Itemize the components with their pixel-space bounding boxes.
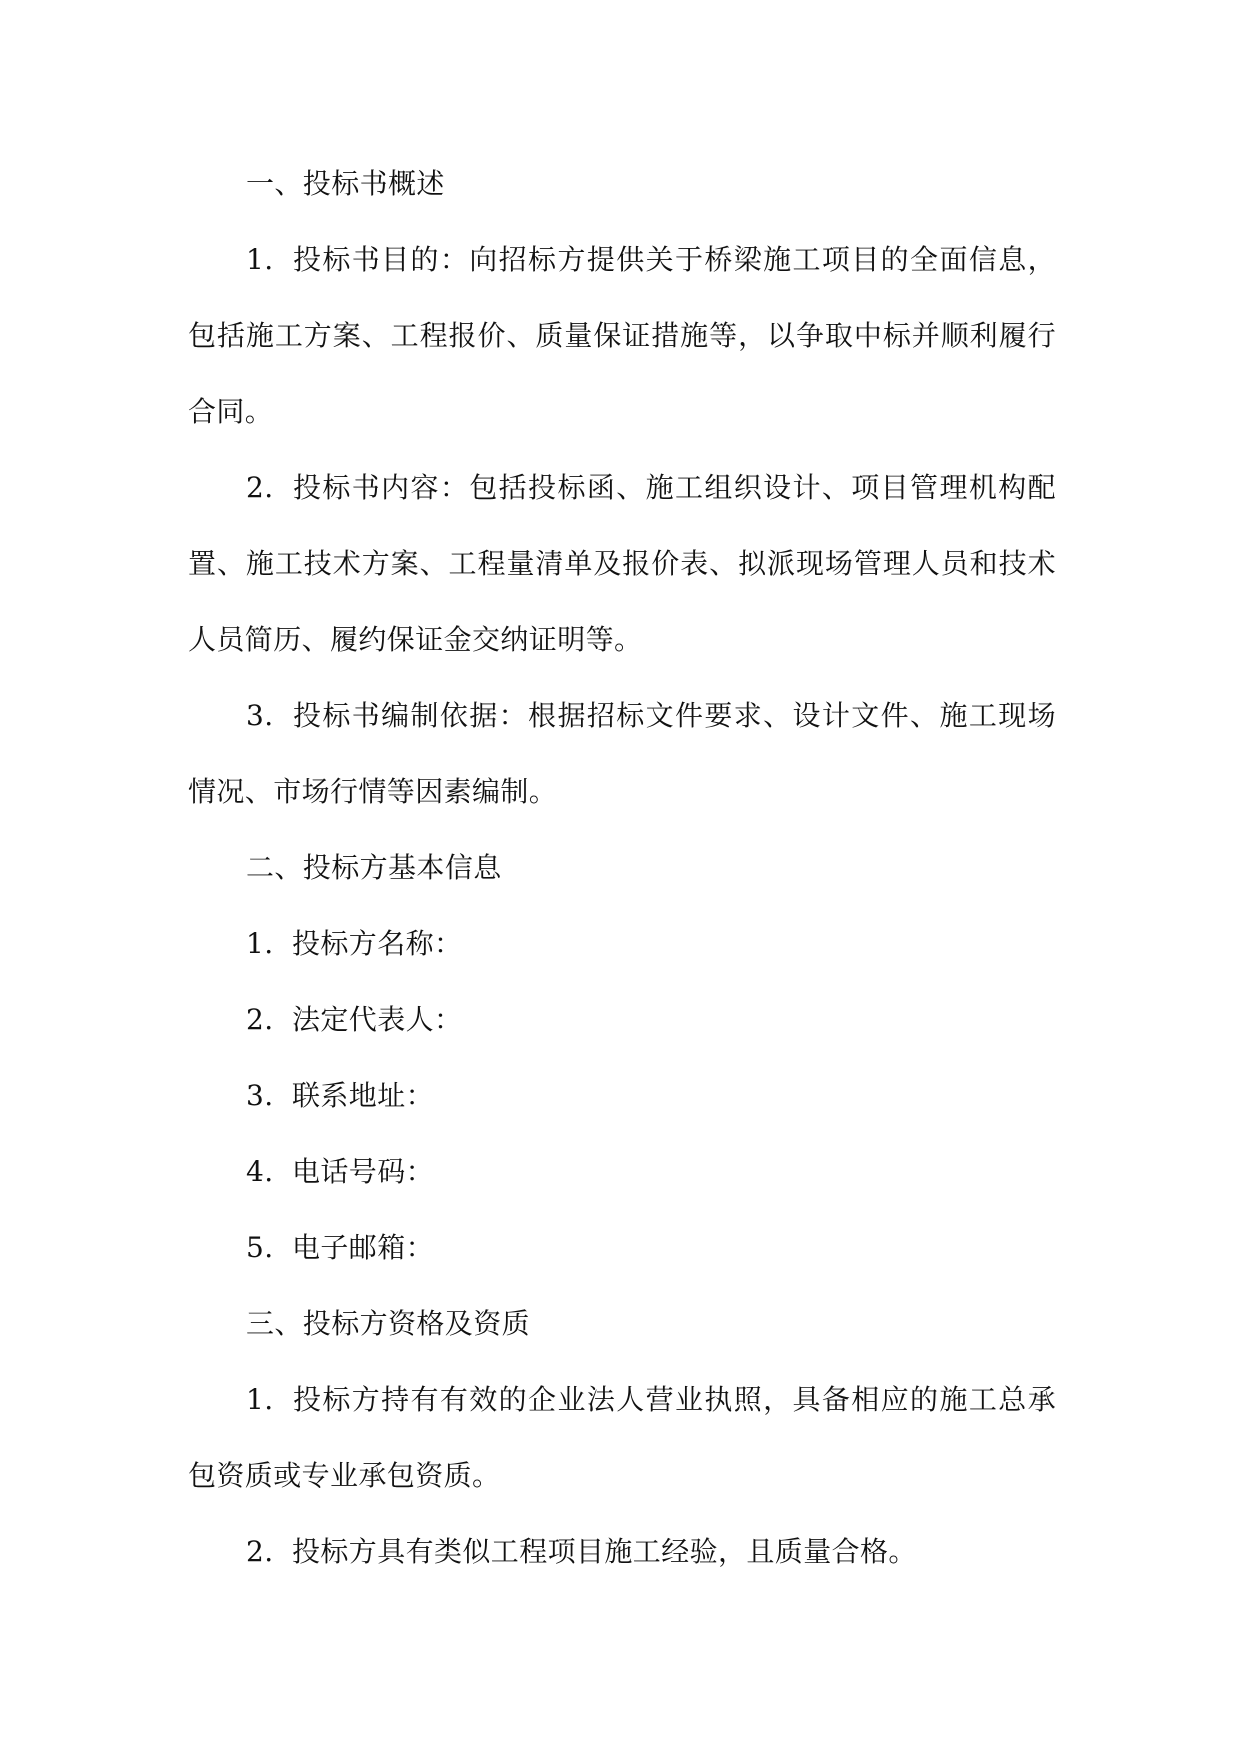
item-text: 电话号码： bbox=[292, 1155, 435, 1188]
item-text: 投标书编制依据：根据招标文件要求、设计文件、施工现场情况、市场行情等因素编制。 bbox=[188, 699, 1056, 808]
section-heading-basic-info: 二、投标方基本信息 bbox=[246, 851, 502, 884]
list-item bbox=[188, 906, 1056, 982]
item-number: 3. bbox=[246, 1079, 274, 1112]
list-item bbox=[188, 1514, 1056, 1590]
item-text: 投标书内容：包括投标函、施工组织设计、项目管理机构配置、施工技术方案、工程量清单及报价表、拟派现场管理人员和技术人员简历、履约保证金交纳证明等。 bbox=[188, 471, 1056, 656]
item-text: 投标方具有类似工程项目施工经验，且质量合格。 bbox=[292, 1535, 917, 1568]
item-text: 电子邮箱： bbox=[292, 1231, 435, 1264]
list-item bbox=[188, 982, 1056, 1058]
item-number: 2. bbox=[246, 1003, 274, 1036]
item-number: 1. bbox=[246, 1383, 274, 1416]
list-item bbox=[188, 1362, 1056, 1514]
list-item bbox=[188, 222, 1056, 450]
item-text: 法定代表人： bbox=[292, 1003, 463, 1036]
item-text: 投标方持有有效的企业法人营业执照，具备相应的施工总承包资质或专业承包资质。 bbox=[188, 1383, 1056, 1492]
section-heading-overview: 一、投标书概述 bbox=[246, 167, 445, 200]
list-item bbox=[188, 450, 1056, 678]
list-item bbox=[188, 678, 1056, 830]
list-item bbox=[188, 1134, 1056, 1210]
item-number: 4. bbox=[246, 1155, 274, 1188]
item-number: 3. bbox=[246, 699, 274, 732]
item-text: 联系地址： bbox=[292, 1079, 435, 1112]
item-number: 1. bbox=[246, 927, 274, 960]
item-number: 1. bbox=[246, 243, 274, 276]
document-body bbox=[188, 146, 1056, 1590]
item-text: 投标方名称： bbox=[292, 927, 463, 960]
list-item bbox=[188, 1058, 1056, 1134]
item-number: 2. bbox=[246, 1535, 274, 1568]
item-text: 投标书目的：向招标方提供关于桥梁施工项目的全面信息，包括施工方案、工程报价、质量保证措施等，以争取中标并顺利履行合同。 bbox=[188, 243, 1056, 428]
section-heading-qualification: 三、投标方资格及资质 bbox=[246, 1307, 531, 1340]
item-number: 2. bbox=[246, 471, 274, 504]
list-item bbox=[188, 1210, 1056, 1286]
item-number: 5. bbox=[246, 1231, 274, 1264]
